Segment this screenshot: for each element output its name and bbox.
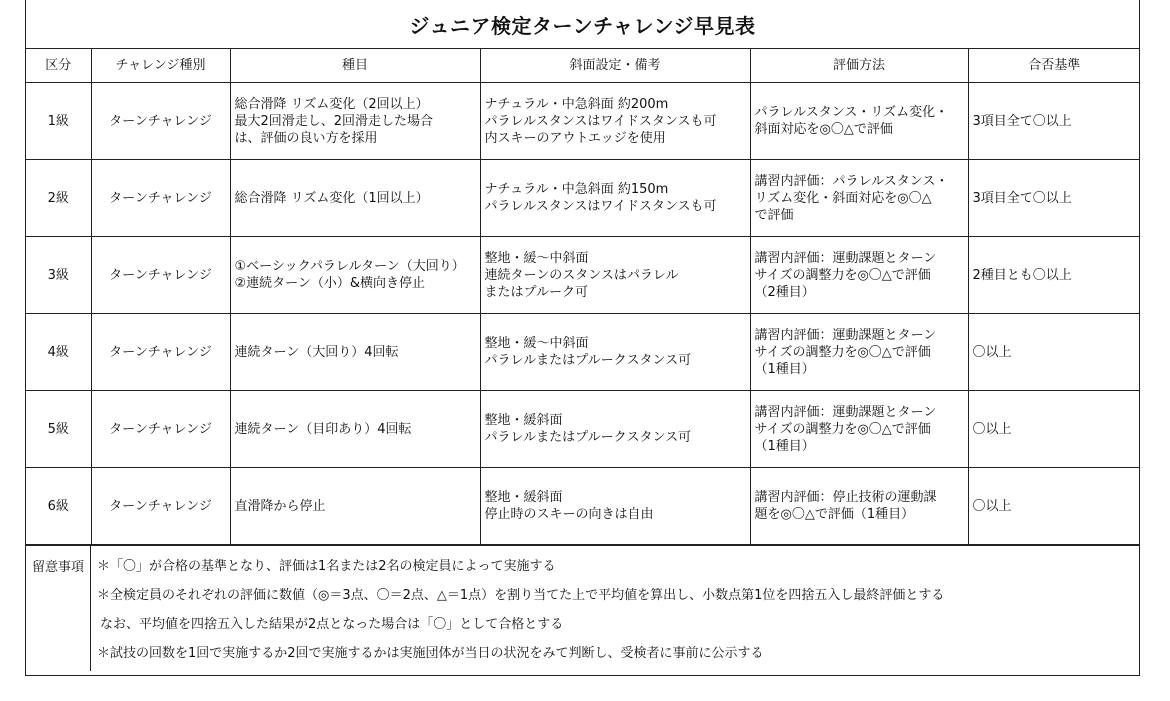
cell-evaluation: 講習内評価：停止技術の運動課 題を◎〇△で評価（1種目） (750, 468, 968, 545)
cell-grade: 1級 (26, 83, 91, 160)
cell-evaluation: 講習内評価：パラレルスタンス・ リズム変化・斜面対応を◎〇△ で評価 (750, 160, 968, 237)
header-challenge-type: チャレンジ種別 (91, 49, 230, 83)
note-line: ＊全検定員のそれぞれの評価に数値（◎＝3点、〇＝2点、△＝1点）を割り当てた上で平均値を算出し、小数点第1位を四捨五入し最終評価とする (97, 588, 945, 603)
cell-grade: 5級 (26, 391, 91, 468)
cell-criteria: 2種目とも〇以上 (968, 237, 1140, 314)
cell-challenge-type: ターンチャレンジ (91, 391, 230, 468)
note-line: なお、平均値を四捨五入した結果が2点となった場合は「〇」として合格とする (100, 617, 564, 632)
notes-section (26, 545, 1139, 671)
header-event: 種目 (230, 49, 480, 83)
cell-grade: 3級 (26, 237, 91, 314)
cell-event: ①ベーシックパラレルターン（大回り） ②連続ターン（小）&横向き停止 (230, 237, 480, 314)
cell-evaluation: 講習内評価：運動課題とターン サイズの調整力を◎〇△で評価 （2種目） (750, 237, 968, 314)
cell-event: 総合滑降 リズム変化（2回以上） 最大2回滑走し、2回滑走した場合 は、評価の良い方を採用 (230, 83, 480, 160)
cell-criteria: 〇以上 (968, 314, 1140, 391)
cell-event: 連続ターン（大回り）4回転 (230, 314, 480, 391)
cell-slope: ナチュラル・中急斜面 約200m パラレルスタンスはワイドスタンスも可 内スキーのアウトエッジを使用 (480, 83, 750, 160)
notes-label: 留意事項 (26, 546, 91, 671)
cell-grade: 2級 (26, 160, 91, 237)
cell-event: 直滑降から停止 (230, 468, 480, 545)
cell-slope: 整地・緩斜面 パラレルまたはプルークスタンス可 (480, 391, 750, 468)
header-grade: 区分 (26, 49, 91, 83)
cell-evaluation: パラレルスタンス・リズム変化・ 斜面対応を◎〇△で評価 (750, 83, 968, 160)
table-row (26, 391, 1140, 468)
cell-slope: 整地・緩～中斜面 連続ターンのスタンスはパラレル またはプルーク可 (480, 237, 750, 314)
cell-challenge-type: ターンチャレンジ (91, 468, 230, 545)
notes-list (91, 546, 1139, 671)
table-row (26, 83, 1140, 160)
grade-table (26, 49, 1140, 545)
cell-grade: 6級 (26, 468, 91, 545)
cell-criteria: 〇以上 (968, 468, 1140, 545)
cell-challenge-type: ターンチャレンジ (91, 314, 230, 391)
cell-challenge-type: ターンチャレンジ (91, 237, 230, 314)
cell-criteria: 〇以上 (968, 391, 1140, 468)
cell-slope: 整地・緩～中斜面 パラレルまたはプルークスタンス可 (480, 314, 750, 391)
table-row (26, 160, 1140, 237)
header-slope: 斜面設定・備考 (480, 49, 750, 83)
table-row (26, 468, 1140, 545)
cell-criteria: 3項目全て〇以上 (968, 83, 1140, 160)
cell-challenge-type: ターンチャレンジ (91, 83, 230, 160)
cell-grade: 4級 (26, 314, 91, 391)
page-title: ジュニア検定ターンチャレンジ早見表 (26, 0, 1139, 49)
cell-criteria: 3項目全て〇以上 (968, 160, 1140, 237)
cell-evaluation: 講習内評価：運動課題とターン サイズの調整力を◎〇△で評価 （1種目） (750, 314, 968, 391)
quick-reference-sheet (25, 0, 1140, 676)
cell-event: 総合滑降 リズム変化（1回以上） (230, 160, 480, 237)
note-line: ＊試技の回数を1回で実施するか2回で実施するかは実施団体が当日の状況をみて判断し、受検者に事前に公示する (97, 646, 764, 661)
note-line: ＊「〇」が合格の基準となり、評価は1名または2名の検定員によって実施する (97, 559, 556, 574)
header-evaluation: 評価方法 (750, 49, 968, 83)
header-row (26, 49, 1140, 83)
table-row (26, 237, 1140, 314)
table-row (26, 314, 1140, 391)
header-criteria: 合否基準 (968, 49, 1140, 83)
cell-challenge-type: ターンチャレンジ (91, 160, 230, 237)
cell-event: 連続ターン（目印あり）4回転 (230, 391, 480, 468)
cell-evaluation: 講習内評価：運動課題とターン サイズの調整力を◎〇△で評価 （1種目） (750, 391, 968, 468)
cell-slope: ナチュラル・中急斜面 約150m パラレルスタンスはワイドスタンスも可 (480, 160, 750, 237)
cell-slope: 整地・緩斜面 停止時のスキーの向きは自由 (480, 468, 750, 545)
